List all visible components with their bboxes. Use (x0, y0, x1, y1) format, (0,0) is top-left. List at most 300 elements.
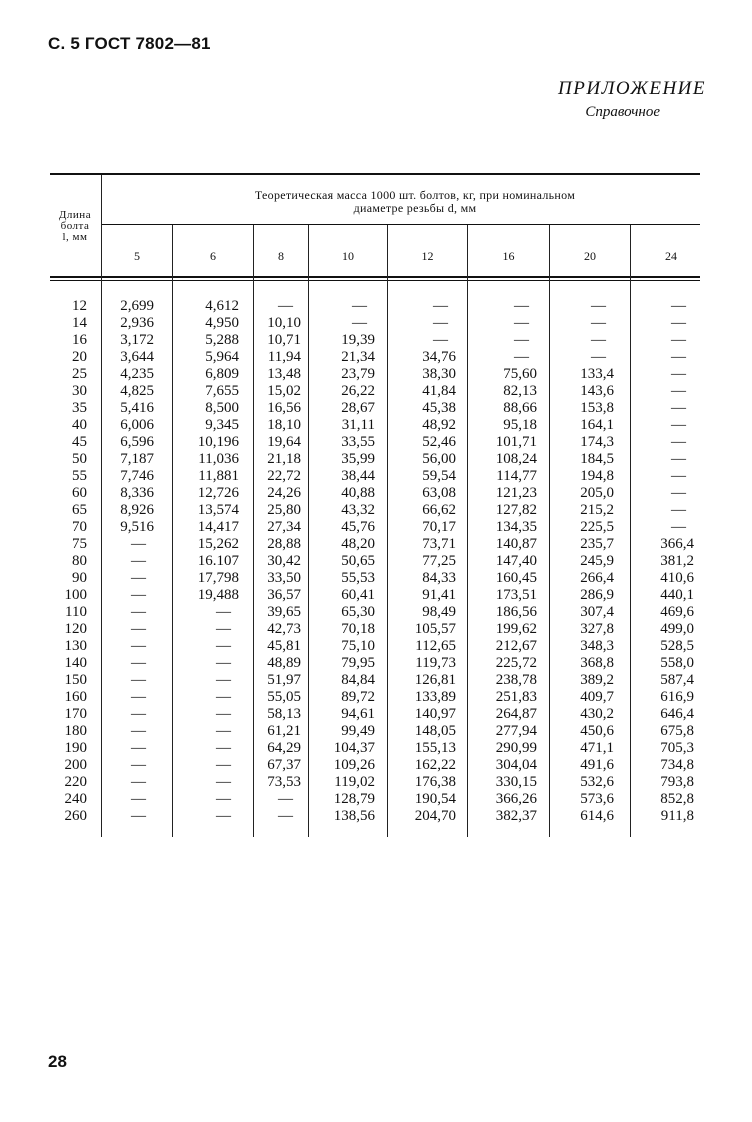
mass-cell: — (514, 315, 529, 331)
mass-cell: 48,20 (341, 536, 375, 552)
mass-cell: 79,95 (341, 655, 375, 671)
mass-cell: 3,644 (120, 349, 154, 365)
mass-cell: — (216, 621, 231, 637)
mass-cell: 63,08 (422, 485, 456, 501)
mass-cell: 382,37 (495, 808, 537, 824)
mass-cell: 366,26 (495, 791, 537, 807)
mass-cell: — (131, 621, 146, 637)
mass-cell: 10,10 (267, 315, 301, 331)
mass-cell: — (671, 298, 686, 314)
mass-cell: 109,26 (333, 757, 375, 773)
mass-cell: 77,25 (422, 553, 456, 569)
mass-cell: 108,24 (495, 451, 537, 467)
mass-cell: 164,1 (580, 417, 614, 433)
mass-cell: — (131, 553, 146, 569)
mass-cell: — (514, 349, 529, 365)
mass-column-d16 (468, 298, 537, 825)
mass-cell: 38,44 (341, 468, 375, 484)
mass-cell: 140,97 (414, 706, 456, 722)
mass-cell: 7,187 (120, 451, 154, 467)
mass-cell: 25,80 (267, 502, 301, 518)
length-header-line: l, мм (62, 231, 88, 243)
mass-cell: 264,87 (495, 706, 537, 722)
bolt-length-cell: 190 (64, 740, 87, 756)
mass-cell: — (131, 723, 146, 739)
mass-cell: — (216, 672, 231, 688)
mass-cell: 8,926 (120, 502, 154, 518)
mass-cell: — (352, 315, 367, 331)
mass-cell: 26,22 (341, 383, 375, 399)
mass-cell: — (278, 298, 293, 314)
mass-column-d5 (102, 298, 154, 825)
mass-cell: 41,84 (422, 383, 456, 399)
mass-cell: 61,21 (267, 723, 301, 739)
mass-cell: 138,56 (333, 808, 375, 824)
mass-cell: 73,71 (422, 536, 456, 552)
mass-cell: 471,1 (580, 740, 614, 756)
mass-cell: 21,18 (267, 451, 301, 467)
mass-cell: 153,8 (580, 400, 614, 416)
mass-cell: 18,10 (267, 417, 301, 433)
bolt-length-cell: 130 (64, 638, 87, 654)
mass-cell: 84,84 (341, 672, 375, 688)
mass-cell: — (514, 332, 529, 348)
bolt-length-cell: 260 (64, 808, 87, 824)
mass-cell: 19,488 (197, 587, 239, 603)
mass-cell: — (671, 519, 686, 535)
mass-cell: 675,8 (660, 723, 694, 739)
mass-cell: 304,04 (495, 757, 537, 773)
mass-cell: 148,05 (414, 723, 456, 739)
mass-cell: 348,3 (580, 638, 614, 654)
bolt-length-cell: 100 (64, 587, 87, 603)
mass-cell: 147,40 (495, 553, 537, 569)
mass-cell: 186,56 (495, 604, 537, 620)
mass-cell: 528,5 (660, 638, 694, 654)
mass-cell: 19,39 (341, 332, 375, 348)
mass-cell: — (591, 332, 606, 348)
mass-cell: — (591, 349, 606, 365)
mass-cell: — (671, 434, 686, 450)
length-column-header (50, 210, 100, 243)
table-top-rule (50, 173, 700, 175)
mass-cell: 215,2 (580, 502, 614, 518)
mass-cell: 82,13 (503, 383, 537, 399)
mass-cell: 245,9 (580, 553, 614, 569)
mass-cell: 51,97 (267, 672, 301, 688)
mass-column-d20 (550, 298, 614, 825)
mass-cell: 330,15 (495, 774, 537, 790)
diameter-header: 8 (278, 249, 284, 263)
mass-cell: 60,41 (341, 587, 375, 603)
mass-cell: — (216, 706, 231, 722)
mass-cell: 277,94 (495, 723, 537, 739)
mass-cell: 126,81 (414, 672, 456, 688)
mass-cell: 389,2 (580, 672, 614, 688)
mass-cell: — (278, 791, 293, 807)
mass-cell: — (216, 689, 231, 705)
mass-cell: 73,53 (267, 774, 301, 790)
mass-column-d24 (631, 298, 694, 825)
mass-cell: 12,726 (197, 485, 239, 501)
bolt-length-cell: 150 (64, 672, 87, 688)
mass-cell: 225,5 (580, 519, 614, 535)
bolt-length-cell: 50 (72, 451, 87, 467)
mass-cell: 327,8 (580, 621, 614, 637)
mass-cell: 88,66 (503, 400, 537, 416)
mass-cell: — (131, 655, 146, 671)
mass-cell: 7,746 (120, 468, 154, 484)
mass-cell: 11,881 (198, 468, 239, 484)
mass-cell: 91,41 (422, 587, 456, 603)
table-header-bottom-rule-2 (50, 280, 700, 281)
mass-cell: 491,6 (580, 757, 614, 773)
mass-cell: — (131, 757, 146, 773)
mass-cell: 38,30 (422, 366, 456, 382)
mass-cell: 65,30 (341, 604, 375, 620)
bolt-length-cell: 160 (64, 689, 87, 705)
mass-cell: — (671, 485, 686, 501)
mass-cell: — (131, 536, 146, 552)
mass-cell: 55,53 (341, 570, 375, 586)
mass-cell: 2,936 (120, 315, 154, 331)
mass-cell: 4,950 (205, 315, 239, 331)
mass-cell: 8,500 (205, 400, 239, 416)
mass-cell: — (433, 315, 448, 331)
bolt-length-cell: 75 (72, 536, 87, 552)
diameter-header: 12 (421, 249, 434, 263)
mass-cell: 587,4 (660, 672, 694, 688)
mass-cell: 22,72 (267, 468, 301, 484)
mass-cell: — (671, 366, 686, 382)
mass-cell: 176,38 (414, 774, 456, 790)
mass-cell: 204,70 (414, 808, 456, 824)
mass-cell: 75,10 (341, 638, 375, 654)
bolt-length-cell: 80 (72, 553, 87, 569)
mass-cell: — (671, 332, 686, 348)
mass-cell: 205,0 (580, 485, 614, 501)
mass-cell: 286,9 (580, 587, 614, 603)
mass-cell: 89,72 (341, 689, 375, 705)
mass-cell: 119,02 (334, 774, 375, 790)
mass-cell: — (352, 298, 367, 314)
diameter-header: 20 (584, 249, 596, 263)
mass-cell: — (131, 791, 146, 807)
mass-cell: 5,288 (205, 332, 239, 348)
mass-cell: 112,65 (415, 638, 456, 654)
bolt-length-cell: 35 (72, 400, 87, 416)
mass-cell: — (671, 468, 686, 484)
mass-cell: 381,2 (660, 553, 694, 569)
mass-cell: 11,94 (267, 349, 301, 365)
mass-cell: — (591, 315, 606, 331)
bolt-length-cell: 70 (72, 519, 87, 535)
table-header-bottom-rule (50, 276, 700, 278)
length-header-line: болта (60, 220, 90, 232)
mass-cell: 28,67 (341, 400, 375, 416)
mass-cell: 852,8 (660, 791, 694, 807)
mass-cell: 16,56 (267, 400, 301, 416)
mass-cell: 31,11 (341, 417, 375, 433)
mass-cell: 13,48 (267, 366, 301, 382)
mass-column-d8 (254, 298, 301, 825)
mass-cell: 23,79 (341, 366, 375, 382)
mass-cell: — (433, 298, 448, 314)
diameter-header: 24 (665, 249, 677, 263)
mass-cell: 3,172 (120, 332, 154, 348)
mass-cell: 70,17 (422, 519, 456, 535)
mass-cell: 368,8 (580, 655, 614, 671)
mass-cell: 440,1 (660, 587, 694, 603)
mass-cell: — (216, 808, 231, 824)
bolt-length-cell: 180 (64, 723, 87, 739)
bolt-length-cell: 14 (72, 315, 87, 331)
bolt-length-cell: 220 (64, 774, 87, 790)
mass-cell: 6,596 (120, 434, 154, 450)
mass-cell: 21,34 (341, 349, 375, 365)
bolt-length-cell: 65 (72, 502, 87, 518)
diameter-header: 16 (502, 249, 515, 263)
mass-cell: 34,76 (422, 349, 456, 365)
mass-cell: 17,798 (197, 570, 239, 586)
mass-cell: — (216, 740, 231, 756)
mass-cell: — (671, 315, 686, 331)
mass-cell: 24,26 (267, 485, 301, 501)
mass-cell: 27,34 (267, 519, 301, 535)
mass-cell: — (216, 638, 231, 654)
mass-cell: 614,6 (580, 808, 614, 824)
mass-cell: 33,50 (267, 570, 301, 586)
mass-cell: 366,4 (660, 536, 694, 552)
mass-cell: 15,262 (197, 536, 239, 552)
length-header-line: Длина (58, 209, 92, 221)
mass-cell: 56,00 (422, 451, 456, 467)
mass-cell: 646,4 (660, 706, 694, 722)
mass-cell: 99,49 (341, 723, 375, 739)
mass-cell: 173,51 (495, 587, 537, 603)
mass-cell: 105,57 (414, 621, 456, 637)
mass-cell: 67,37 (267, 757, 301, 773)
length-column (50, 298, 87, 825)
mass-cell: 128,79 (333, 791, 375, 807)
mass-cell: 8,336 (120, 485, 154, 501)
mass-cell: 10,196 (197, 434, 239, 450)
mass-cell: 4,825 (120, 383, 154, 399)
bolt-length-cell: 60 (72, 485, 87, 501)
mass-cell: 266,4 (580, 570, 614, 586)
mass-cell: — (216, 774, 231, 790)
mass-cell: 705,3 (660, 740, 694, 756)
mass-caption-line: Теоретическая масса 1000 шт. болтов, кг, при номинальном (254, 188, 576, 202)
bolt-length-cell: 240 (64, 791, 87, 807)
bolt-length-cell: 200 (64, 757, 87, 773)
mass-cell: 134,35 (495, 519, 537, 535)
mass-cell: 2,699 (120, 298, 154, 314)
mass-cell: 45,81 (267, 638, 301, 654)
mass-cell: 58,13 (267, 706, 301, 722)
mass-cell: — (671, 417, 686, 433)
mass-cell: 133,4 (580, 366, 614, 382)
mass-cell: — (131, 740, 146, 756)
mass-cell: 28,88 (267, 536, 301, 552)
mass-cell: 16.107 (197, 553, 239, 569)
mass-cell: 127,82 (495, 502, 537, 518)
mass-cell: 48,89 (267, 655, 301, 671)
page-number: 28 (48, 1052, 67, 1071)
mass-cell: 19,64 (267, 434, 301, 450)
mass-cell: 6,006 (120, 417, 154, 433)
bolt-length-cell: 55 (72, 468, 87, 484)
diameter-header: 5 (134, 249, 140, 263)
mass-cell: 50,65 (341, 553, 375, 569)
mass-cell: 5,964 (205, 349, 239, 365)
mass-cell: 45,38 (422, 400, 456, 416)
mass-cell: 9,345 (205, 417, 239, 433)
mass-column-d12 (388, 298, 456, 825)
mass-cell: 6,809 (205, 366, 239, 382)
mass-cell: 155,13 (414, 740, 456, 756)
mass-cell: 140,87 (495, 536, 537, 552)
mass-cell: 911,8 (660, 808, 694, 824)
bolt-length-cell: 12 (72, 298, 87, 314)
mass-cell: 9,516 (120, 519, 154, 535)
mass-cell: 616,9 (660, 689, 694, 705)
mass-cell: 13,574 (197, 502, 239, 518)
mass-cell: — (216, 757, 231, 773)
mass-cell: 119,73 (415, 655, 456, 671)
mass-cell: 121,23 (495, 485, 537, 501)
mass-cell: 409,7 (580, 689, 614, 705)
bolt-length-cell: 170 (64, 706, 87, 722)
mass-cell: — (131, 689, 146, 705)
mass-cell: 14,417 (197, 519, 239, 535)
page-header-label: С. 5 ГОСТ 7802—81 (48, 34, 211, 53)
mass-cell: 190,54 (414, 791, 456, 807)
mass-cell: 59,54 (422, 468, 456, 484)
diameter-header: 6 (210, 249, 216, 263)
mass-cell: 199,62 (495, 621, 537, 637)
mass-cell: — (131, 570, 146, 586)
mass-cell: 307,4 (580, 604, 614, 620)
bolt-length-cell: 30 (72, 383, 87, 399)
mass-cell: 84,33 (422, 570, 456, 586)
bolt-length-cell: 120 (64, 621, 87, 637)
mass-cell: 251,83 (495, 689, 537, 705)
mass-cell: 70,18 (341, 621, 375, 637)
mass-cell: 48,92 (422, 417, 456, 433)
mass-cell: — (216, 723, 231, 739)
mass-cell: 410,6 (660, 570, 694, 586)
mass-caption-line: диаметре резьбы d, мм (353, 201, 477, 215)
bolt-length-cell: 90 (72, 570, 87, 586)
table-header-divider (102, 224, 700, 225)
mass-cell: — (131, 587, 146, 603)
mass-cell: 450,6 (580, 723, 614, 739)
mass-column-d6 (173, 298, 239, 825)
mass-cell: 734,8 (660, 757, 694, 773)
bolt-length-cell: 16 (72, 332, 87, 348)
mass-cell: — (131, 706, 146, 722)
mass-cell: — (671, 502, 686, 518)
mass-cell: 290,99 (495, 740, 537, 756)
appendix-title: ПРИЛОЖЕНИЕ (558, 78, 706, 99)
mass-cell: 94,61 (341, 706, 375, 722)
mass-cell: — (216, 655, 231, 671)
mass-cell: 33,55 (341, 434, 375, 450)
mass-cell: — (671, 349, 686, 365)
mass-cell: 95,18 (503, 417, 537, 433)
mass-cell: 42,73 (267, 621, 301, 637)
mass-cell: — (671, 400, 686, 416)
mass-cell: — (131, 604, 146, 620)
appendix-subtitle: Справочное (585, 104, 660, 120)
mass-cell: 101,71 (495, 434, 537, 450)
mass-cell: — (278, 808, 293, 824)
mass-column-caption (150, 189, 680, 215)
mass-cell: 36,57 (267, 587, 301, 603)
mass-cell: — (131, 638, 146, 654)
mass-cell: 4,235 (120, 366, 154, 382)
mass-cell: 793,8 (660, 774, 694, 790)
mass-cell: 235,7 (580, 536, 614, 552)
mass-cell: 7,655 (205, 383, 239, 399)
mass-cell: 558,0 (660, 655, 694, 671)
mass-cell: 160,45 (495, 570, 537, 586)
mass-cell: 430,2 (580, 706, 614, 722)
mass-cell: 30,42 (267, 553, 301, 569)
bolt-length-cell: 25 (72, 366, 87, 382)
mass-cell: 98,49 (422, 604, 456, 620)
mass-cell: 10,71 (267, 332, 301, 348)
mass-cell: 4,612 (205, 298, 239, 314)
mass-cell: — (591, 298, 606, 314)
bolt-length-cell: 20 (72, 349, 87, 365)
mass-cell: 11,036 (198, 451, 239, 467)
bolt-length-cell: 40 (72, 417, 87, 433)
mass-cell: 212,67 (495, 638, 537, 654)
mass-cell: 532,6 (580, 774, 614, 790)
mass-cell: 39,65 (267, 604, 301, 620)
mass-cell: — (131, 774, 146, 790)
mass-cell: 104,37 (333, 740, 375, 756)
mass-cell: 35,99 (341, 451, 375, 467)
mass-cell: 133,89 (414, 689, 456, 705)
bolt-length-cell: 110 (65, 604, 87, 620)
mass-cell: 194,8 (580, 468, 614, 484)
mass-cell: — (671, 383, 686, 399)
mass-cell: 573,6 (580, 791, 614, 807)
mass-cell: 43,32 (341, 502, 375, 518)
mass-cell: 162,22 (414, 757, 456, 773)
bolt-length-cell: 45 (72, 434, 87, 450)
mass-cell: 5,416 (120, 400, 154, 416)
mass-cell: 499,0 (660, 621, 694, 637)
mass-cell: — (216, 604, 231, 620)
mass-cell: 52,46 (422, 434, 456, 450)
mass-cell: — (514, 298, 529, 314)
mass-cell: 15,02 (267, 383, 301, 399)
mass-cell: 45,76 (341, 519, 375, 535)
mass-cell: 143,6 (580, 383, 614, 399)
mass-cell: 174,3 (580, 434, 614, 450)
mass-cell: 66,62 (422, 502, 456, 518)
mass-cell: 184,5 (580, 451, 614, 467)
mass-cell: 114,77 (496, 468, 537, 484)
mass-cell: 55,05 (267, 689, 301, 705)
bolt-length-cell: 140 (64, 655, 87, 671)
mass-cell: 238,78 (495, 672, 537, 688)
mass-cell: — (131, 808, 146, 824)
